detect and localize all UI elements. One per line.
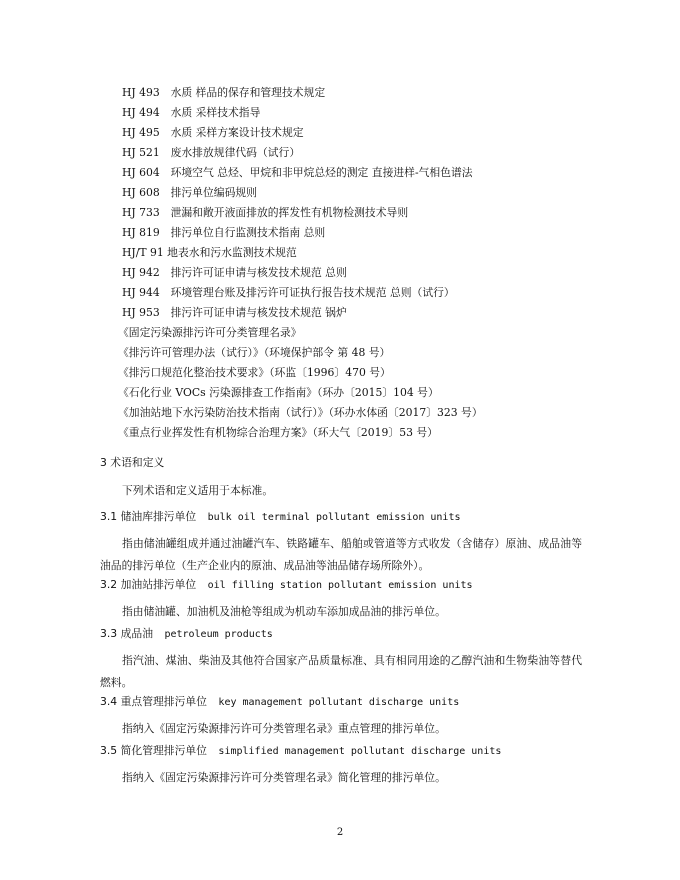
term-heading xyxy=(100,744,501,759)
reference-item: HJ 733 泄漏和敞开液面排放的挥发性有机物检测技术导则 xyxy=(122,206,409,219)
reference-item: HJ 608 排污单位编码规则 xyxy=(122,186,257,199)
term-zh: 加油站排污单位 xyxy=(120,578,197,591)
term-definition: 指汽油、煤油、柴油及其他符合国家产品质量标准、具有相同用途的乙醇汽油和生物柴油等替代燃料。 xyxy=(100,654,582,689)
term-en: oil filling station pollutant emission units xyxy=(207,580,473,591)
term-en: simplified management pollutant discharge units xyxy=(218,746,502,757)
section-heading: 3 术语和定义 xyxy=(100,456,165,469)
reference-item: HJ 521 废水排放规律代码（试行） xyxy=(122,146,301,159)
section-intro: 下列术语和定义适用于本标准。 xyxy=(122,484,274,497)
page-number: 2 xyxy=(336,827,344,838)
reference-item: 《排污口规范化整治技术要求》（环监〔1996〕470 号） xyxy=(118,366,391,379)
term-number: 3.1 xyxy=(100,510,118,523)
reference-item: HJ/T 91 地表水和污水监测技术规范 xyxy=(122,246,297,259)
reference-item: HJ 953 排污许可证申请与核发技术规范 锅炉 xyxy=(122,306,347,319)
reference-item: 《加油站地下水污染防治技术指南（试行）》（环办水体函〔2017〕323 号） xyxy=(118,406,483,419)
term-number: 3.2 xyxy=(100,578,118,591)
term-definition: 指纳入《固定污染源排污许可分类管理名录》重点管理的排污单位。 xyxy=(122,722,446,735)
reference-item: HJ 493 水质 样品的保存和管理技术规定 xyxy=(122,86,326,99)
reference-item: 《排污许可管理办法（试行）》（环境保护部令 第 48 号） xyxy=(118,346,391,359)
reference-item: 《重点行业挥发性有机物综合治理方案》（环大气〔2019〕53 号） xyxy=(118,426,438,439)
term-definition: 指由储油罐、加油机及油枪等组成为机动车添加成品油的排污单位。 xyxy=(122,605,446,618)
reference-item: HJ 494 水质 采样技术指导 xyxy=(122,106,261,119)
term-heading xyxy=(100,578,473,593)
term-heading xyxy=(100,695,459,710)
reference-item: HJ 819 排污单位自行监测技术指南 总则 xyxy=(122,226,326,239)
reference-item: HJ 604 环境空气 总烃、甲烷和非甲烷总烃的测定 直接进样-气相色谱法 xyxy=(122,166,473,179)
reference-item: HJ 942 排污许可证申请与核发技术规范 总则 xyxy=(122,266,347,279)
term-definition: 指纳入《固定污染源排污许可分类管理名录》简化管理的排污单位。 xyxy=(122,771,446,784)
term-heading xyxy=(100,510,461,525)
term-zh: 重点管理排污单位 xyxy=(120,695,207,708)
term-zh: 简化管理排污单位 xyxy=(120,744,207,757)
term-zh: 成品油 xyxy=(120,627,153,640)
reference-item: HJ 944 环境管理台账及排污许可证执行报告技术规范 总则（试行） xyxy=(122,286,455,299)
reference-item: HJ 495 水质 采样方案设计技术规定 xyxy=(122,126,304,139)
term-number: 3.3 xyxy=(100,627,118,640)
reference-item: 《固定污染源排污许可分类管理名录》 xyxy=(118,326,302,339)
reference-item: 《石化行业 VOCs 污染源排查工作指南》（环办〔2015〕104 号） xyxy=(118,386,439,399)
term-heading xyxy=(100,627,273,642)
term-en: bulk oil terminal pollutant emission units xyxy=(207,512,461,523)
term-number: 3.4 xyxy=(100,695,118,708)
term-zh: 储油库排污单位 xyxy=(120,510,197,523)
term-definition: 指由储油罐组成并通过油罐汽车、铁路罐车、船舶或管道等方式收发（含储存）原油、成品油等油品的排污单位（生产企业内的原油、成品油等油品储存场所除外）。 xyxy=(100,537,582,572)
term-en: petroleum products xyxy=(164,629,273,640)
term-en: key management pollutant discharge units xyxy=(218,697,460,708)
term-number: 3.5 xyxy=(100,744,118,757)
